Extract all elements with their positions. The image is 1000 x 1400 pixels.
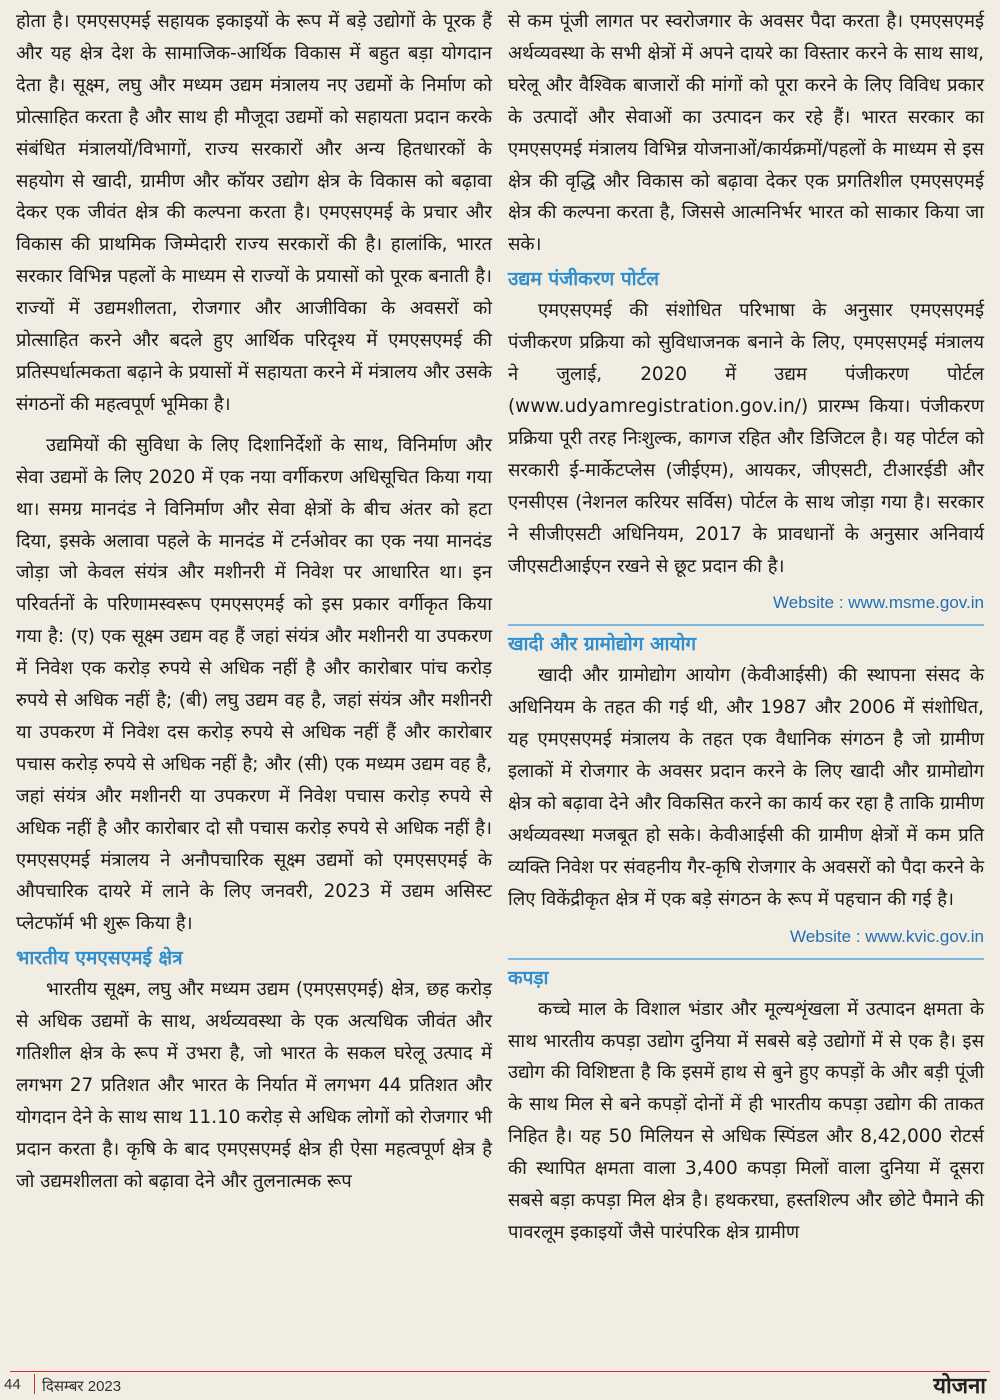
heading-indian-msme-sector: भारतीय एमएसएमई क्षेत्र (16, 947, 183, 970)
magazine-brand: योजना (933, 1374, 986, 1399)
footer-separator (34, 1374, 35, 1394)
section-divider (508, 958, 984, 960)
heading-udyam-portal: उद्यम पंजीकरण पोर्टल (508, 268, 660, 291)
paragraph-textile: कच्चे माल के विशाल भंडार और मूल्यशृंखला में उत्पादन क्षमता के साथ भारतीय कपड़ा उद्योग दुनिया में सबसे बड़े उद्योगों में से एक है। इस उद्योग की विशिष्टता है कि इसमें हाथ से बुने हुए कपड़ों के और बड़ी पूंजी के साथ मिल से बने कपड़ों दोनों में ही भारतीय कपड़ा उद्योग की ताकत निहित है। यह 50 मिलियन से अधिक स्पिंडल और 8,42,000 रोटर्स की स्थापित क्षमता वाला 3,400 कपड़ा मिलों वाला दुनिया में दूसरा सबसे बड़ा कपड़ा मिल क्षेत्र है। हथकरघा, हस्तशिल्प और छोटे पैमाने की पावरलूम इकाइयों जैसे पारंपरिक क्षेत्र ग्रामीण (508, 998, 984, 1243)
heading-textile: कपड़ा (508, 966, 549, 989)
website-kvic[interactable]: Website : www.kvic.gov.in (790, 926, 984, 946)
website-msme[interactable]: Website : www.msme.gov.in (773, 593, 984, 613)
paragraph-classification: उद्यमियों की सुविधा के लिए दिशानिर्देशों के साथ, विनिर्माण और सेवा उद्यमों के लिए 2020 में एक नया वर्गीकरण अधिसूचित किया गया था। समग्र मानदंड ने विनिर्माण और सेवा क्षेत्रों के बीच अंतर को हटा दिया, इसके अलावा पहले के मानदंड में टर्नओवर का एक नया मानदंड जोड़ा जो केवल संयंत्र और मशीनरी में निवेश पर आधारित था। इन परिवर्तनों के परिणामस्वरूप एमएसएमई को इस प्रकार वर्गीकृत किया गया है: (ए) एक सूक्ष्म उद्यम वह हैं जहां संयंत्र और मशीनरी या उपकरण में निवेश एक करोड़ रुपये से अधिक नहीं है और कारोबार पांच करोड़ रुपये से अधिक नहीं है; (बी) लघु उद्यम वह है, जहां संयंत्र और मशीनरी या उपकरण में निवेश दस करोड़ रुपये से अधिक नहीं हैं और कारोबार पचास करोड़ रुपये से अधिक नहीं है; और (सी) एक मध्यम उद्यम वह है, जहां संयंत्र और मशीनरी या उपकरण में निवेश पचास करोड़ रुपये से अधिक नहीं है और कारोबार दो सौ पचास करोड़ रुपये से अधिक नहीं है। एमएसएमई मंत्रालय ने अनौपचारिक सूक्ष्म उद्यमों को एमएसएमई के औपचारिक दायरे में लाने के लिए जनवरी, 2023 में उद्यम असिस्ट प्लेटफॉर्म भी शुरू किया है। (16, 434, 492, 935)
paragraph-msme-role: होता है। एमएसएमई सहायक इकाइयों के रूप में बड़े उद्योगों के पूरक हैं और यह क्षेत्र देश के सामाजिक-आर्थिक विकास में बहुत बड़ा योगदान देता है। सूक्ष्म, लघु और मध्यम उद्यम मंत्रालय नए उद्यमों के निर्माण को प्रोत्साहित करता है और साथ ही मौजूदा उद्यमों को सहायता प्रदान करके संबंधित मंत्रालयों/विभागों, राज्य सरकारों और अन्य हितधारकों के सहयोग से खादी, ग्रामीण और कॉयर उद्योग क्षेत्र के विकास को बढ़ावा देकर एक जीवंत क्षेत्र की कल्पना करता है। एमएसएमई के प्रचार और विकास की प्राथमिक जिम्मेदारी राज्य सरकारों की है। हालांकि, भारत सरकार विभिन्न पहलों के माध्यम से राज्यों के प्रयासों को पूरक बनाती है। राज्यों में उद्यमशीलता, रोजगार और आजीविका के अवसरों को प्रोत्साहित करने और बदले हुए आर्थिक परिदृश्य में एमएसएमई की प्रतिस्पर्धात्मकता बढ़ाने के प्रयासों में सहायता करने में मंत्रालय और उसके संगठनों की महत्वपूर्ण भूमिका है। (16, 11, 492, 415)
issue-date: दिसम्बर 2023 (42, 1378, 122, 1395)
paragraph-kvic: खादी और ग्रामोद्योग आयोग (केवीआईसी) की स्थापना संसद के अधिनियम के तहत की गई थी, और 1987 और 2006 में संशोधित, यह एमएसएमई मंत्रालय के तहत एक वैधानिक संगठन है जो ग्रामीण इलाकों में रोजगार के अवसर प्रदान करने के लिए खादी और ग्रामोद्योग क्षेत्र को बढ़ावा देने और विकसित करने का कार्य कर रहा है ताकि ग्रामीण अर्थव्यवस्था मजबूत हो सके। केवीआईसी की ग्रामीण क्षेत्रों में कम प्रति व्यक्ति निवेश पर संवहनीय गैर-कृषि रोजगार के अवसरों को पैदा करने के लिए विकेंद्रीकृत क्षेत्र में एक बड़े संगठन के रूप में पहचान की गई है। (508, 665, 984, 910)
right-column (508, 6, 984, 1249)
footer-rule (10, 1371, 990, 1372)
paragraph-msme-sector: भारतीय सूक्ष्म, लघु और मध्यम उद्यम (एमएसएमई) क्षेत्र, छह करोड़ से अधिक उद्यमों के साथ, अर्थव्यवस्था के एक अत्यधिक जीवंत और गतिशील क्षेत्र के रूप में उभरा है, जो भारत के सकल घरेलू उत्पाद में लगभग 27 प्रतिशत और भारत के निर्यात में लगभग 44 प्रतिशत और योगदान देने के साथ साथ 11.10 करोड़ से अधिक लोगों को रोजगार भी प्रदान करता है। कृषि के बाद एमएसएमई क्षेत्र ही ऐसा महत्वपूर्ण क्षेत्र है जो उद्यमशीलता को बढ़ावा देने और तुलनात्मक रूप (16, 979, 492, 1192)
paragraph-self-employment: से कम पूंजी लागत पर स्वरोजगार के अवसर पैदा करता है। एमएसएमई अर्थव्यवस्था के सभी क्षेत्रों में अपने दायरे का विस्तार करने के साथ साथ, घरेलू और वैश्विक बाजारों की मांगों को पूरा करने के लिए विविध प्रकार के उत्पादों और सेवाओं का उत्पादन कर रहे हैं। भारत सरकार का एमएसएमई मंत्रालय विभिन्न योजनाओं/कार्यक्रमों/पहलों के माध्यम से इस क्षेत्र की वृद्धि और विकास को बढ़ावा देकर एक प्रगतिशील एमएसएमई क्षेत्र की कल्पना करता है, जिससे आत्मनिर्भर भारत को साकार किया जा सके। (508, 11, 984, 256)
left-column (16, 6, 492, 1198)
page-footer (0, 1366, 1000, 1397)
heading-kvic: खादी और ग्रामोद्योग आयोग (508, 633, 697, 656)
page-number: 44 (4, 1376, 21, 1393)
paragraph-udyam-portal: एमएसएमई की संशोधित परिभाषा के अनुसार एमएसएमई पंजीकरण प्रक्रिया को सुविधाजनक बनाने के लिए, एमएसएमई मंत्रालय ने जुलाई, 2020 में उद्यम पंजीकरण पोर्टल (www.udyamregistration.gov.in/) प्रारम्भ किया। पंजीकरण प्रक्रिया पूरी तरह निःशुल्क, कागज रहित और डिजिटल है। यह पोर्टल को सरकारी ई-मार्केटप्लेस (जीईएम), आयकर, जीएसटी, टीआरईडी और एनसीएस (नेशनल करियर सर्विस) पोर्टल के साथ जोड़ा गया है। सरकार ने सीजीएसटी अधिनियम, 2017 के प्रावधानों के अनुसार अनिवार्य जीएसटीआईएन रखने से छूट प्रदान की है। (508, 300, 984, 577)
section-divider (508, 624, 984, 626)
